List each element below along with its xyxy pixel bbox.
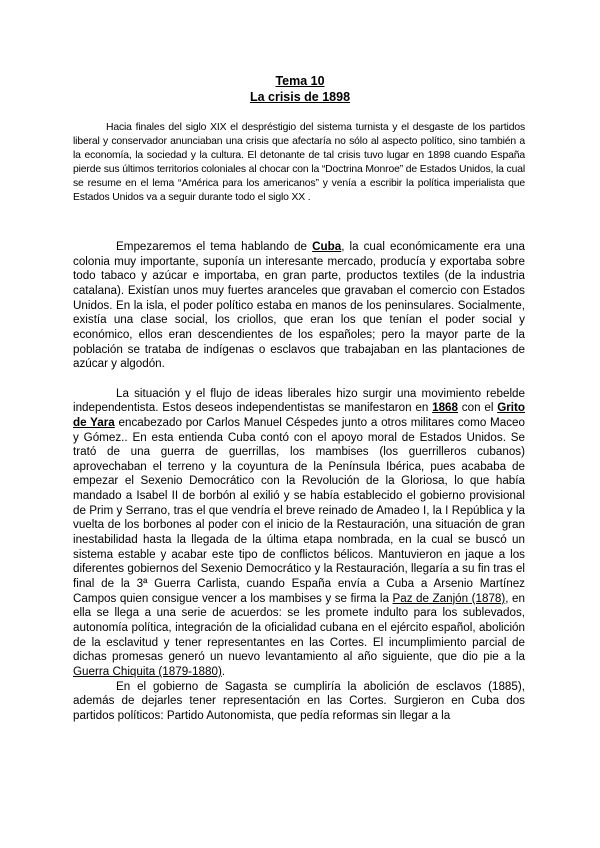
term-1868: 1868 xyxy=(432,401,459,415)
text-run: La situación y el flujo de ideas liberales hizo surgir una movimiento rebelde independentista. Estos deseos independentistas se manifestaron en xyxy=(73,386,525,415)
intro-section xyxy=(73,121,525,204)
paragraph-sagasta: En el gobierno de Sagasta se cumpliría la abolición de esclavos (1885), además de dejarles tener representación en las Cortes. Surgieron en Cuba dos partidos políticos: Partido Autonomista, que pedía reformas sin llegar a la xyxy=(73,679,525,722)
body-section xyxy=(73,240,525,724)
term-paz-de-zanjon: Paz de Zanjón (1878) xyxy=(392,591,506,605)
text-run: , la cual económicamente era una colonia muy importante, suponía un interesante mercado, producía y exportaba sobre todo tabaco y azúcar e importaba, en gran parte, productos textiles (de la industria catalana). Existían unos muy fuertes aranceles que gravaban el comercio con Estados Unidos. En la isla, el poder político estaba en manos de los peninsulares. Socialmente, existía una clase social, los criollos, que eran los que tenían el poder social y económico, ellos eran descendientes de los españoles; pero la mayor parte de la población se trataba de indígenas o esclavos que trabajaban en las plantaciones de azúcar y algodón. xyxy=(73,240,525,371)
text-run: . xyxy=(221,665,226,679)
document-title: Tema 10 xyxy=(275,74,325,88)
text-run: encabezado por Carlos Manuel Céspedes junto a otros militares como Maceo y Gómez.. En esta entienda Cuba contó con el apoyo moral de Estados Unidos. Se trató de una guerra de guerrillas, los mambises (los guerrilleros cubanos) aprovechaban el terreno y la coyuntura de la Península Ibérica, pues acababa de empezar el Sexenio Democrático con la Revolución de la Gloriosa, lo que había mandado a Isabel II de borbón al exilió y se había establecido el gobierno provisional de Prim y Serrano, tras el que vendría el breve reinado de Amadeo I, la I República y la vuelta de los borbones al poder con el inicio de la Restauración, una situación de gran inestabilidad hasta la llegada de la última etapa nombrada, en la cual se buscó un sistema estable y acabar este tipo de conflictos bélicos. Mantuvieron en jaque a los diferentes gobiernos del Sexenio Democrático y la Restauración, llegaría a su fin tras el final de la 3ª Guerra Carlista, cuando España envía a Cuba a Arsenio Martínez Campos quien consigue vencer a los mambises y se firma la xyxy=(73,415,525,605)
text-run: con el xyxy=(458,401,498,415)
intro-paragraph: Hacia finales del siglo XIX el despréstigio del sistema turnista y el desgaste de los partidos liberal y conservador anunciaban una crisis que afectaría no sólo al aspecto político, sino también a la economía, la sociedad y la cultura. El detonante de tal crisis tuvo lugar en 1898 cuando España pierde sus últimos territorios coloniales al chocar con la “Doctrina Monroe” de Estados Unidos, la cual se resume en el lema “América para los americanos” y venía a escribir la política imperialista que Estados Unidos va a seguir durante todo el siglo XX . xyxy=(73,122,525,203)
document-subtitle: La crisis de 1898 xyxy=(249,90,351,104)
paragraph-cuba xyxy=(73,240,525,372)
term-cuba: Cuba xyxy=(312,240,342,253)
term-grito-de-yara: Grito de Yara xyxy=(73,401,525,429)
title-block xyxy=(0,73,600,105)
term-guerra-chiquita: Guerra Chiquita (1879-1880) xyxy=(73,665,222,679)
text-run: , en ella se llega a una serie de acuerdos: se les promete indulto para los sublevados, autonomía política, integración de la oficialidad cubana en el ejército español, abolición de la esclavitud y tener representantes en las Cortes. El incumplimiento parcial de dichas promesas generó un nuevo levantamiento al año siguiente, que dio pie a la xyxy=(73,591,525,664)
paragraph-independence xyxy=(73,387,525,680)
text-run: Empezaremos el tema hablando de xyxy=(116,240,313,253)
